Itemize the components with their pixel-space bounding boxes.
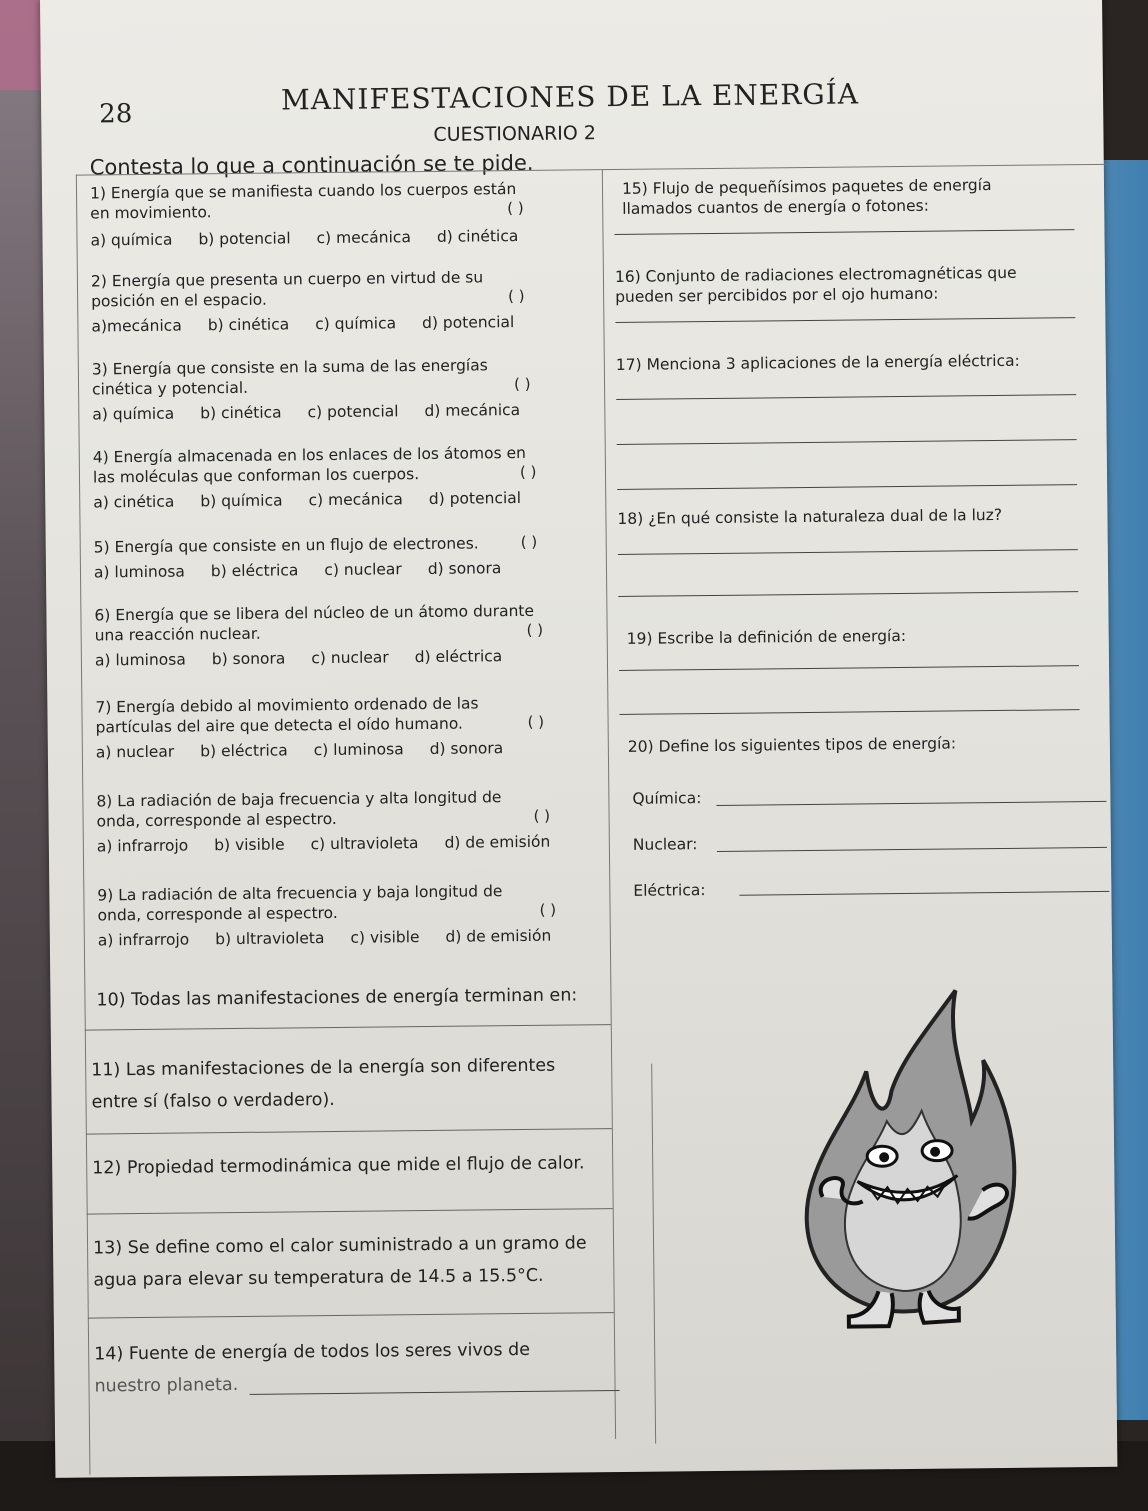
- question-text: 6) Energía que se libera del núcleo de un átomo durante: [94, 601, 535, 625]
- question-text: onda, corresponde al espectro.: [97, 903, 338, 925]
- option[interactable]: b) ultravioleta: [215, 929, 325, 949]
- option[interactable]: d) de emisión: [445, 926, 552, 946]
- question-11: 11) Las manifestaciones de la energía son diferentes: [91, 1055, 556, 1081]
- question-20: 20) Define los siguientes tipos de energía:: [627, 734, 957, 756]
- question-text: 4) Energía almacenada en los enlaces de los átomos en: [92, 443, 526, 467]
- question-15-continued: llamados cuantos de energía o fotones:: [622, 196, 930, 218]
- option[interactable]: d) sonora: [427, 559, 502, 578]
- question-2: [91, 267, 484, 311]
- question-text: 7) Energía debido al movimiento ordenado de las: [95, 694, 479, 717]
- option[interactable]: b) química: [200, 491, 283, 511]
- question-text: 1) Energía que se manifiesta cuando los cuerpos están: [89, 180, 517, 203]
- question-text: una reacción nuclear.: [94, 624, 261, 645]
- answer-line[interactable]: [617, 439, 1077, 445]
- answer-line[interactable]: [85, 1024, 611, 1031]
- answer-line[interactable]: [616, 394, 1076, 400]
- option[interactable]: d) sonora: [429, 739, 504, 758]
- option[interactable]: b) cinética: [200, 403, 282, 423]
- type-quimica-label: Química:: [632, 789, 702, 808]
- option[interactable]: d) mecánica: [424, 400, 521, 420]
- question-18: 18) ¿En qué consiste la naturaleza dual de la luz?: [617, 505, 1003, 528]
- answer-line[interactable]: [618, 591, 1078, 597]
- option[interactable]: c) visible: [350, 928, 420, 947]
- box-divider: [651, 1064, 656, 1444]
- option[interactable]: d) eléctrica: [414, 647, 503, 667]
- question-13-continued: agua para elevar su temperatura de 14.5 a 15.5°C.: [93, 1265, 544, 1291]
- option[interactable]: a) química: [92, 404, 175, 424]
- question-9: [97, 881, 502, 925]
- option[interactable]: c) mecánica: [308, 490, 403, 510]
- options-8: [97, 833, 551, 856]
- option[interactable]: c) potencial: [307, 402, 399, 422]
- question-text: onda, corresponde al espectro.: [96, 809, 337, 831]
- question-14-continued: nuestro planeta.: [94, 1375, 239, 1397]
- answer-parentheses[interactable]: ( ): [533, 806, 551, 825]
- option[interactable]: a) química: [90, 230, 173, 250]
- option[interactable]: d) potencial: [428, 488, 522, 508]
- answer-line[interactable]: [87, 1208, 613, 1215]
- question-5: [94, 533, 479, 557]
- page-subtitle: CUESTIONARIO 2: [433, 122, 597, 146]
- answer-line[interactable]: [716, 801, 1106, 806]
- option[interactable]: b) potencial: [198, 229, 291, 249]
- options-5: [94, 559, 502, 581]
- question-19: 19) Escribe la definición de energía:: [626, 626, 907, 648]
- question-text: en movimiento.: [90, 203, 212, 223]
- answer-line[interactable]: [86, 1128, 612, 1135]
- answer-line[interactable]: [614, 229, 1074, 235]
- question-12: 12) Propiedad termodinámica que mide el flujo de calor.: [92, 1153, 585, 1179]
- options-1: [90, 227, 518, 249]
- frame-left-border: [76, 175, 91, 1475]
- question-16: 16) Conjunto de radiaciones electromagnéticas que: [614, 263, 1017, 286]
- question-text: partículas del aire que detecta el oído humano.: [95, 714, 464, 737]
- options-3: [92, 401, 520, 423]
- question-15: 15) Flujo de pequeñísimos paquetes de energía: [621, 176, 992, 198]
- option[interactable]: b) eléctrica: [210, 561, 299, 581]
- answer-parentheses[interactable]: ( ): [539, 900, 557, 919]
- answer-parentheses[interactable]: ( ): [507, 198, 524, 218]
- answer-line[interactable]: [717, 847, 1107, 852]
- question-4: [93, 443, 527, 488]
- option[interactable]: c) mecánica: [316, 228, 412, 248]
- answer-parentheses[interactable]: ( ): [526, 620, 544, 639]
- option[interactable]: a) luminosa: [93, 562, 185, 582]
- answer-line[interactable]: [88, 1312, 614, 1319]
- answer-parentheses[interactable]: ( ): [520, 532, 538, 551]
- question-3: [92, 355, 488, 399]
- answer-line[interactable]: [739, 891, 1109, 896]
- option[interactable]: d) potencial: [421, 313, 515, 333]
- options-7: [96, 739, 504, 761]
- answer-parentheses[interactable]: ( ): [508, 286, 525, 306]
- option[interactable]: c) química: [315, 314, 397, 334]
- option[interactable]: b) sonora: [211, 649, 286, 669]
- question-text: cinética y potencial.: [91, 378, 249, 399]
- option[interactable]: a) luminosa: [94, 650, 186, 670]
- question-text: 9) La radiación de alta frecuencia y baja longitud de: [97, 882, 503, 905]
- answer-parentheses[interactable]: ( ): [527, 712, 545, 731]
- question-17: 17) Menciona 3 aplicaciones de la energía eléctrica:: [615, 351, 1020, 374]
- type-nuclear-label: Nuclear:: [632, 835, 698, 854]
- question-text: posición en el espacio.: [91, 290, 267, 311]
- question-8: [96, 787, 501, 831]
- page-number: 28: [99, 99, 133, 130]
- option[interactable]: b) eléctrica: [200, 741, 288, 761]
- answer-line[interactable]: [620, 709, 1080, 715]
- option[interactable]: b) visible: [214, 835, 285, 855]
- question-1: [90, 179, 517, 223]
- answer-line[interactable]: [619, 665, 1079, 671]
- type-electrica-label: Eléctrica:: [633, 881, 706, 900]
- option[interactable]: a) cinética: [93, 492, 175, 512]
- question-text: 8) La radiación de baja frecuencia y alta longitud de: [96, 788, 502, 811]
- question-text: 5) Energía que consiste en un flujo de electrones.: [93, 534, 479, 557]
- option[interactable]: d) de emisión: [444, 832, 551, 852]
- instructions: Contesta lo que a continuación se te pide.: [89, 150, 534, 180]
- question-text: 2) Energía que presenta un cuerpo en virtud de su: [90, 268, 484, 291]
- option[interactable]: a) nuclear: [95, 742, 175, 762]
- option[interactable]: c) ultravioleta: [310, 834, 419, 854]
- flame-mascot-image: [750, 969, 1054, 1332]
- question-text: 3) Energía que consiste en la suma de las energías: [91, 356, 488, 379]
- question-14: 14) Fuente de energía de todos los seres vivos de: [94, 1339, 531, 1365]
- option[interactable]: a) infrarrojo: [96, 836, 189, 856]
- question-11-continued: entre sí (falso o verdadero).: [91, 1089, 335, 1113]
- worksheet-page: [40, 0, 1117, 1478]
- question-7: [95, 693, 479, 737]
- answer-line[interactable]: [250, 1390, 620, 1395]
- answer-line[interactable]: [617, 484, 1077, 490]
- options-6: [95, 647, 503, 669]
- question-13: 13) Se define como el calor suministrado a un gramo de: [92, 1233, 587, 1259]
- option[interactable]: b) cinética: [207, 315, 290, 335]
- option[interactable]: a)mecánica: [91, 316, 182, 336]
- options-4: [93, 489, 521, 511]
- option[interactable]: c) nuclear: [324, 560, 402, 580]
- option[interactable]: c) nuclear: [311, 648, 389, 668]
- question-6: [94, 601, 534, 646]
- answer-line[interactable]: [618, 549, 1078, 555]
- option[interactable]: d) cinética: [436, 227, 519, 246]
- question-16-continued: pueden ser percibidos por el ojo humano:: [615, 284, 939, 306]
- answer-parentheses[interactable]: ( ): [519, 462, 537, 481]
- answer-parentheses[interactable]: ( ): [513, 374, 531, 394]
- options-2: [91, 313, 514, 335]
- answer-line[interactable]: [615, 317, 1075, 323]
- question-text: las moléculas que conforman los cuerpos.: [92, 465, 420, 487]
- options-9: [98, 927, 552, 950]
- page-title: MANIFESTACIONES DE LA ENERGÍA: [280, 77, 860, 117]
- question-10: 10) Todas las manifestaciones de energía terminan en:: [96, 985, 578, 1011]
- option[interactable]: c) luminosa: [313, 740, 404, 760]
- option[interactable]: a) infrarrojo: [97, 930, 190, 950]
- column-divider: [602, 169, 616, 1439]
